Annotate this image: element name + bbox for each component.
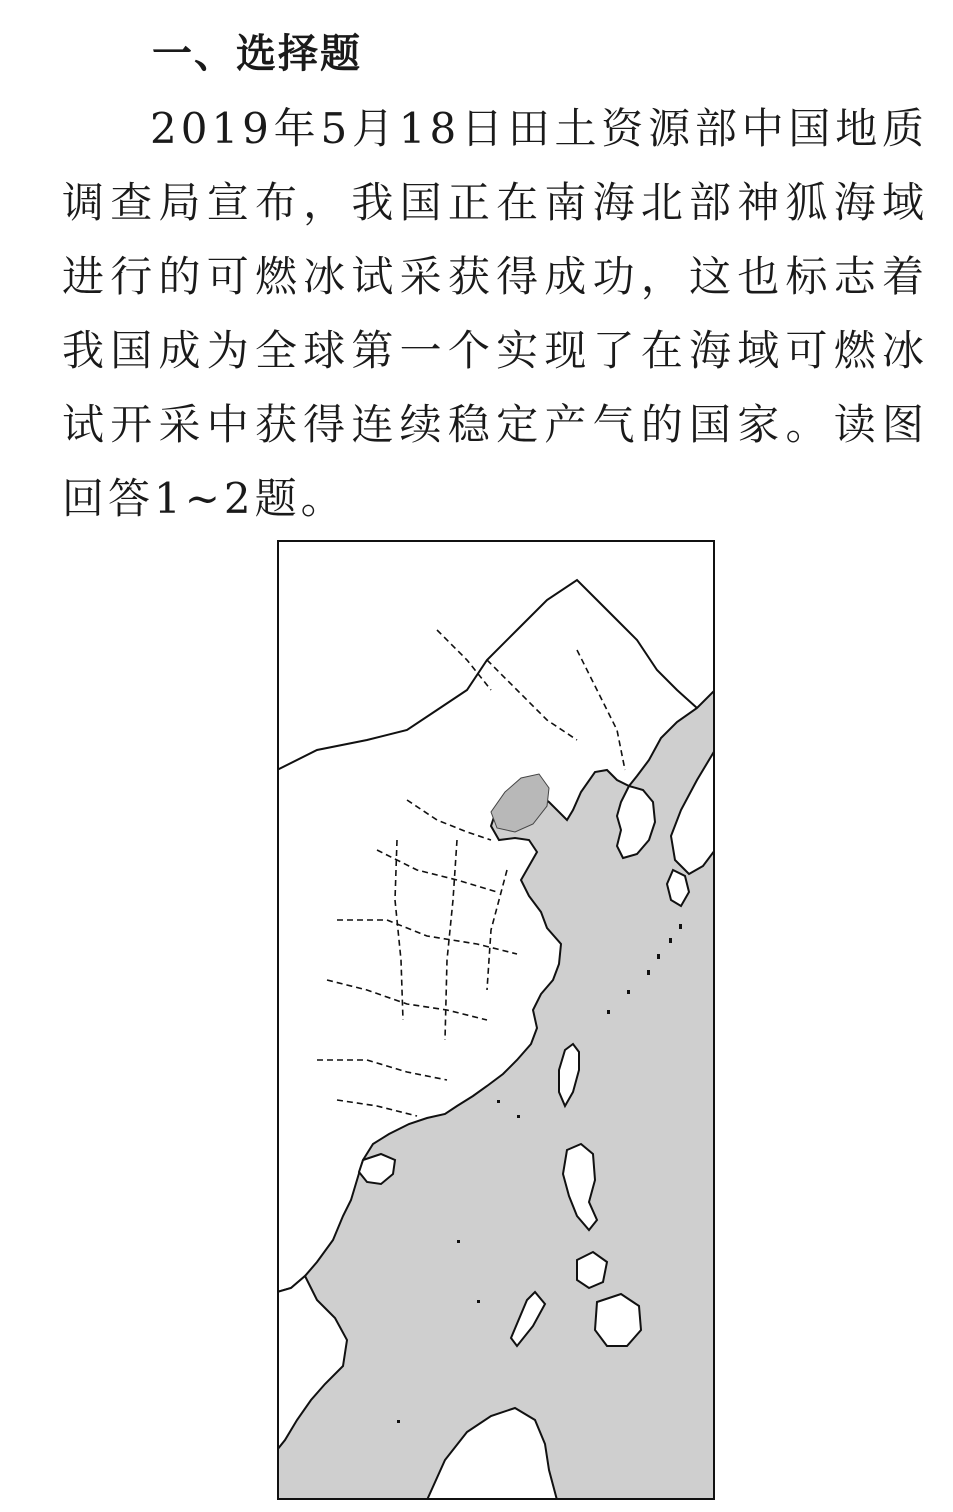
map-svg <box>277 540 715 1500</box>
section-title: 一、选择题 <box>152 31 362 77</box>
question-stem: 2019年5月18日田土资源部中国地质调查局宣布，我国正在南海北部神狐海域进行的可燃冰试采获得成功，这也标志着我国成为全球第一个实现了在海域可燃冰试开采中获得连续稳定产气的国家。读图回答1~2题。 <box>62 104 928 523</box>
land-mindanao <box>595 1294 641 1346</box>
map-figure <box>277 540 715 1500</box>
